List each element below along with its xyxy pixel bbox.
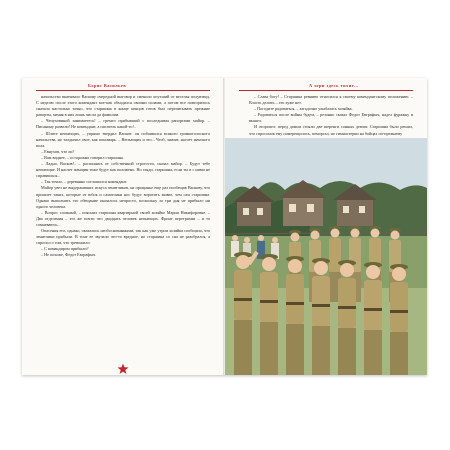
paragraph: – Чепуховиной занимаетесь! – гремел прибывший с последними рапортами майор. – Писанину развели! Не комендант, а писатель какой-то!.. [36, 118, 210, 130]
paragraph: – Шлите непьющих, – упрямо твердил Васков: он побаивался всякого громкоголосного начальства, но талдычил свое, как пономарь. – Непьющих и это... Чтоб, значит, насчет женского пола. [36, 130, 210, 148]
paragraph: – С командиром прибыли? [41, 246, 89, 252]
book-spread [22, 78, 427, 375]
paragraph: – Радоваться после войны будем, – резонно сказал Федот Евграфыч, надел фуражку и вышел. [249, 112, 413, 124]
paragraph: И оторопел: перед домом стояли две шеренги сонных девчат. Старшина было решил, что спросонок ему померещилось, поморгал, но гимнастерки на бойцах по-прежнему [249, 124, 413, 136]
paragraph: – Не похоже, Федот Евграфыч. [41, 252, 97, 258]
paragraph: – Погодите радоваться, – загадочно улыбалась хозяйка. [254, 106, 353, 112]
left-page-text [36, 94, 210, 259]
right-page-text [249, 94, 413, 137]
header-rule [36, 90, 210, 91]
paragraph: – Вопрос сложный, – пояснил старшина квартирной своей хозяйке Марии Никифоровне. – Два отделения – это же почти что двадцать человек непьющих. Фронт перетряхни – и то сомневаюсь... [36, 209, 210, 227]
paragraph: – Вам виднее, – осторожно говорил старшина. [41, 154, 124, 160]
paragraph: – Слава богу! – Старшина ревниво относился к своему комендантскому положению. – Власть делить – это хуже нет. [249, 94, 413, 106]
paragraph: Опасения его, однако, оказались необоснованными, так как уже утром хозяйка сообщила, что зенитчики прибыли. В тоне ее звучало что-то вредное, но старшина со сна не разобрался, а спросил о том, что тревожило: [36, 228, 210, 246]
paragraph: – Ладно, Васков!.. – распаляясь от собственной строгости, сказал майор. – Будут тебе непьющие. И насчет женщин тоже будут как положено. Но гляди, старшина, если ты и с ними не справишься... [36, 161, 210, 179]
paragraph: – Евнухов, что ли? [41, 148, 75, 154]
running-head-title: А зори здесь тихие... [309, 83, 359, 88]
illustration-soldier-girls [225, 138, 427, 375]
paragraph: – Так точно, – деревянно соглашался комендант. [41, 179, 128, 185]
paragraph: начальство вкатывало Васкову очередной выговор и сменило опухший от веселья полувзвод. С неделю после этого комендант кое-как обходился своими силами, а потом все повторилось сначала настолько точно, что старшина в конце концов готов был переписывать прежние рапорты, меняя в них лишь числа да фамилии. [36, 94, 210, 118]
running-head-author: Борис Васильев [88, 83, 127, 88]
red-star-icon [117, 363, 129, 375]
paragraph: Майор увез не выдержавших искуса зенитчиков, на прощанье еще раз пообещав Васкову, что пришлет таких, которые от юбок и самогонки нос будут воротить живее, чем сам старшина. Однако выполнить это обещание оказалось непросто, поскольку за три дня не прибыло ни одного человека. [36, 185, 210, 209]
right-page [225, 78, 427, 375]
header-rule [239, 90, 413, 91]
left-page [22, 78, 224, 375]
